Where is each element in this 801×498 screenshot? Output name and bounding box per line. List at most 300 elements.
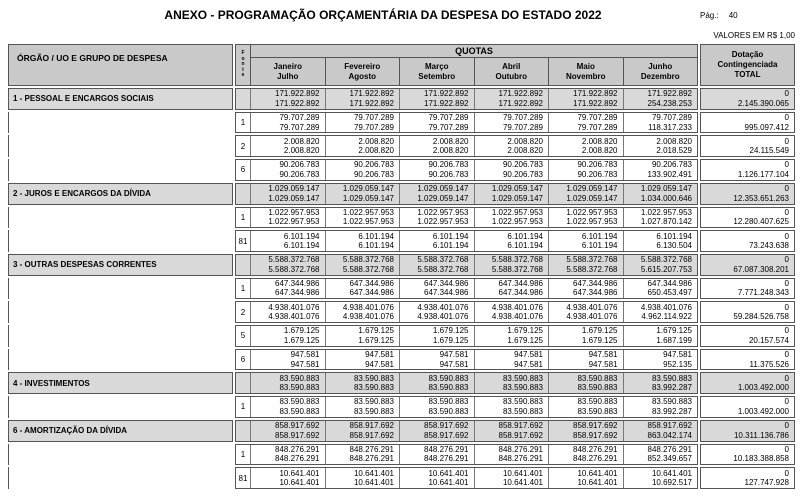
value-sem2: 2.008.820: [507, 146, 543, 156]
month-cell: [548, 326, 623, 346]
month-cell: [325, 326, 400, 346]
orgao-cell: [8, 396, 233, 418]
value-sem1: 1.022.957.953: [417, 207, 469, 217]
value-sem1: 1.022.957.953: [342, 207, 394, 217]
month-cell: [325, 160, 400, 180]
dotacao-header-line3: TOTAL: [734, 70, 761, 79]
month-cell: [399, 373, 474, 393]
month-cell: [251, 373, 325, 393]
values-box: [235, 444, 698, 466]
value-sem1: 10.641.401: [279, 468, 320, 478]
table-row: [8, 112, 795, 134]
value-sem1: 10.641.401: [428, 468, 469, 478]
value-sem2: 647.344.986: [498, 288, 543, 298]
value-sem2: 79.707.289: [279, 122, 320, 132]
month-cell: [623, 468, 698, 488]
month-cell: [251, 184, 325, 204]
dotacao-header-line1: Dotação: [731, 50, 764, 59]
month-column-header: [325, 58, 400, 85]
value-sem1: 858.917.692: [498, 421, 543, 431]
value-sem2: 852.349.657: [647, 454, 692, 464]
month-cell: [399, 136, 474, 156]
value-sem1: 1.022.957.953: [268, 207, 320, 217]
month-cell: [325, 113, 400, 133]
value-sem2: 1.679.125: [581, 335, 618, 345]
month-cell: [474, 231, 549, 251]
month-cell: [399, 397, 474, 417]
value-sem1: 79.707.289: [651, 113, 692, 123]
table-row: [8, 159, 795, 181]
table-row: [8, 420, 795, 442]
table-row: [8, 230, 795, 252]
month-cell: [623, 89, 698, 109]
values-box: [235, 467, 698, 489]
value-sem1: 171.922.892: [573, 89, 618, 99]
month-cell: [399, 445, 474, 465]
value-sem1: 83.590.883: [577, 397, 618, 407]
dotacao-contingenciada: 0: [784, 231, 789, 241]
value-sem1: 5.588.372.768: [566, 255, 618, 265]
month-cell: [548, 136, 623, 156]
month-cell: [474, 160, 549, 180]
value-sem2: 79.707.289: [502, 122, 543, 132]
value-sem2: 1.022.957.953: [491, 217, 543, 227]
month-bottom-label: Agosto: [348, 71, 377, 81]
value-sem2: 6.101.194: [581, 241, 618, 251]
dotacao-total: 127.747.928: [744, 478, 789, 488]
value-sem1: 171.922.892: [275, 89, 320, 99]
value-sem1: 858.917.692: [349, 421, 394, 431]
value-sem1: 1.022.957.953: [491, 207, 543, 217]
month-cell: [623, 421, 698, 441]
dotacao-total: 10.311.136.786: [733, 430, 789, 440]
report-page: [0, 8, 801, 489]
value-sem2: 10.641.401: [428, 478, 469, 488]
value-sem2: 171.922.892: [498, 98, 543, 108]
value-sem2: 10.641.401: [353, 478, 394, 488]
month-cell: [548, 445, 623, 465]
dotacao-total: 20.157.574: [748, 335, 789, 345]
value-sem1: 5.588.372.768: [342, 255, 394, 265]
dotacao-contingenciada: 0: [784, 136, 789, 146]
dotacao-cell: [700, 230, 795, 252]
orgao-cell: [8, 207, 233, 229]
month-cell: [474, 350, 549, 370]
value-sem1: 1.029.059.147: [417, 184, 469, 194]
orgao-column-header: ÓRGÃO / UO E GRUPO DE DESPESA: [8, 44, 233, 86]
month-cell: [399, 279, 474, 299]
dotacao-contingenciada: 0: [784, 326, 789, 336]
value-sem1: 947.581: [365, 350, 394, 360]
table-row: [8, 135, 795, 157]
value-sem2: 952.135: [663, 359, 692, 369]
value-sem2: 6.101.194: [507, 241, 543, 251]
table-header-row: [8, 44, 795, 86]
value-sem1: 90.206.783: [502, 160, 543, 170]
table-row: [8, 372, 795, 394]
fonte-header-letter: o: [241, 55, 245, 62]
value-sem2: 2.008.820: [432, 146, 469, 156]
month-cell: [548, 302, 623, 322]
value-sem1: 947.581: [439, 350, 469, 360]
month-cell: [548, 231, 623, 251]
value-sem2: 647.344.986: [573, 288, 618, 298]
dotacao-contingenciada: 0: [784, 444, 789, 454]
value-sem1: 947.581: [588, 350, 618, 360]
month-cell: [474, 421, 549, 441]
month-cell: [251, 89, 325, 109]
value-sem2: 1.679.125: [432, 335, 469, 345]
value-sem1: 1.679.125: [283, 326, 320, 336]
orgao-cell: 6 - AMORTIZAÇÃO DA DÍVIDA: [8, 420, 233, 442]
dotacao-contingenciada: 0: [784, 278, 789, 288]
value-sem2: 171.922.892: [349, 98, 394, 108]
orgao-cell: [8, 325, 233, 347]
value-sem2: 647.344.986: [424, 288, 469, 298]
value-sem1: 10.641.401: [353, 468, 394, 478]
value-sem2: 79.707.289: [353, 122, 394, 132]
month-cell: [548, 113, 623, 133]
orgao-cell: [8, 301, 233, 323]
month-bottom-label: Setembro: [418, 71, 456, 81]
dotacao-contingenciada: 0: [784, 113, 789, 123]
month-cell: [474, 255, 549, 275]
month-cell: [251, 208, 325, 228]
table-row: [8, 467, 795, 489]
month-column-headers: [251, 58, 697, 85]
value-sem1: 848.276.291: [498, 444, 543, 454]
page-title: ANEXO - PROGRAMAÇÃO ORÇAMENTÁRIA DA DESPESA DO ESTADO 2022: [164, 8, 602, 22]
dotacao-cell: [700, 88, 795, 110]
dotacao-contingenciada: 0: [784, 207, 789, 217]
month-bottom-label: Julho: [277, 71, 299, 81]
month-cell: [325, 468, 400, 488]
value-sem2: 5.588.372.768: [491, 264, 543, 274]
value-sem1: 83.590.883: [279, 373, 320, 383]
value-sem1: 1.029.059.147: [491, 184, 543, 194]
value-sem1: 647.344.986: [573, 278, 618, 288]
value-sem1: 90.206.783: [279, 160, 320, 170]
value-sem2: 1.029.059.147: [566, 193, 618, 203]
month-cell: [623, 302, 698, 322]
fonte-cell: 1: [236, 279, 251, 299]
month-cell: [548, 350, 623, 370]
orgao-cell: [8, 230, 233, 252]
fonte-header-letter: t: [242, 66, 244, 73]
orgao-cell: [8, 112, 233, 134]
month-cell: [399, 231, 474, 251]
value-sem2: 947.581: [290, 359, 320, 369]
value-sem1: 79.707.289: [502, 113, 543, 123]
month-cell: [474, 113, 549, 133]
value-sem1: 1.029.059.147: [342, 184, 394, 194]
value-sem1: 2.008.820: [507, 136, 543, 146]
dotacao-total: 1.003.492.000: [737, 383, 789, 393]
table-row: [8, 207, 795, 229]
month-column-header: [548, 58, 623, 85]
value-sem2: 6.101.194: [358, 241, 394, 251]
month-cell: [474, 89, 549, 109]
value-sem2: 1.022.957.953: [417, 217, 469, 227]
month-cell: [251, 231, 325, 251]
value-sem1: 83.590.883: [428, 373, 469, 383]
month-cell: [623, 445, 698, 465]
value-sem1: 647.344.986: [349, 278, 394, 288]
month-column-header: [623, 58, 698, 85]
dotacao-column-header: [700, 44, 795, 86]
value-sem2: 83.992.287: [651, 406, 692, 416]
value-sem2: 947.581: [439, 359, 469, 369]
dotacao-contingenciada: 0: [784, 397, 789, 407]
month-top-label: Fevereiro: [344, 61, 381, 71]
orgao-cell: [8, 278, 233, 300]
value-sem1: 1.679.125: [432, 326, 469, 336]
table-row: [8, 325, 795, 347]
orgao-cell: [8, 135, 233, 157]
month-cell: [325, 255, 400, 275]
value-sem2: 83.590.883: [353, 406, 394, 416]
month-column-header: [251, 58, 325, 85]
value-sem2: 5.588.372.768: [417, 264, 469, 274]
dotacao-total: 1.003.492.000: [737, 406, 789, 416]
month-cell: [399, 255, 474, 275]
value-sem2: 858.917.692: [275, 430, 320, 440]
value-sem2: 83.590.883: [502, 383, 543, 393]
value-sem1: 10.641.401: [502, 468, 543, 478]
value-sem1: 858.917.692: [647, 421, 692, 431]
value-sem1: 6.101.194: [507, 231, 543, 241]
values-box: [235, 396, 698, 418]
value-sem1: 6.101.194: [432, 231, 469, 241]
value-sem1: 4.938.401.076: [342, 302, 394, 312]
month-cell: [548, 184, 623, 204]
value-sem1: 4.938.401.076: [268, 302, 320, 312]
fonte-header-letter: n: [241, 61, 245, 68]
month-cell: [623, 279, 698, 299]
month-cell: [325, 279, 400, 299]
month-cell: [399, 208, 474, 228]
value-sem1: 858.917.692: [573, 421, 618, 431]
value-sem1: 947.581: [290, 350, 320, 360]
table-row: [8, 349, 795, 371]
month-cell: [474, 373, 549, 393]
value-sem2: 171.922.892: [275, 98, 320, 108]
month-cell: [399, 326, 474, 346]
fonte-cell: 1: [236, 113, 251, 133]
dotacao-contingenciada: 0: [784, 255, 789, 265]
value-sem1: 83.590.883: [651, 397, 692, 407]
month-cell: [548, 468, 623, 488]
month-cell: [623, 255, 698, 275]
month-cell: [399, 160, 474, 180]
value-sem2: 4.962.114.922: [641, 312, 692, 322]
month-cell: [474, 136, 549, 156]
dotacao-contingenciada: 0: [784, 421, 789, 431]
value-sem1: 5.588.372.768: [640, 255, 692, 265]
value-sem1: 6.101.194: [581, 231, 618, 241]
month-cell: [251, 113, 325, 133]
value-sem1: 5.588.372.768: [417, 255, 469, 265]
value-sem1: 1.029.059.147: [640, 184, 692, 194]
value-sem2: 90.206.783: [428, 169, 469, 179]
month-cell: [251, 350, 325, 370]
value-sem1: 858.917.692: [275, 421, 320, 431]
month-cell: [325, 231, 400, 251]
value-sem2: 10.641.401: [577, 478, 618, 488]
value-sem1: 647.344.986: [424, 278, 469, 288]
dotacao-cell: [700, 254, 795, 276]
month-cell: [623, 184, 698, 204]
value-sem1: 10.641.401: [577, 468, 618, 478]
dotacao-total: 24.115.549: [749, 146, 789, 156]
month-cell: [548, 208, 623, 228]
month-cell: [399, 89, 474, 109]
values-box: [235, 372, 698, 394]
value-sem2: 2.008.820: [581, 146, 618, 156]
value-sem2: 947.581: [514, 359, 543, 369]
month-cell: [623, 397, 698, 417]
value-sem1: 90.206.783: [428, 160, 469, 170]
month-top-label: Janeiro: [273, 61, 302, 71]
month-bottom-label: Outubro: [495, 71, 528, 81]
dotacao-contingenciada: 0: [784, 89, 789, 99]
table-row: [8, 254, 795, 276]
budget-table: [8, 44, 795, 489]
month-cell: [325, 184, 400, 204]
fonte-column-header: [236, 45, 251, 85]
dotacao-cell: [700, 396, 795, 418]
orgao-cell: 4 - INVESTIMENTOS: [8, 372, 233, 394]
orgao-cell: 3 - OUTRAS DESPESAS CORRENTES: [8, 254, 233, 276]
fonte-cell: 6: [236, 350, 251, 370]
month-cell: [399, 184, 474, 204]
fonte-cell: 81: [236, 468, 251, 488]
month-cell: [474, 468, 549, 488]
page-number-value: 40: [728, 11, 738, 20]
value-sem1: 79.707.289: [577, 113, 618, 123]
values-box: [235, 301, 698, 323]
value-sem1: 6.101.194: [358, 231, 394, 241]
month-cell: [251, 326, 325, 346]
value-sem1: 647.344.986: [498, 278, 543, 288]
value-sem1: 1.029.059.147: [566, 184, 618, 194]
fonte-cell: [236, 373, 251, 393]
values-box: [235, 135, 698, 157]
value-sem2: 1.679.125: [283, 335, 320, 345]
fonte-cell: 81: [236, 231, 251, 251]
month-cell: [548, 373, 623, 393]
fonte-cell: [236, 255, 251, 275]
month-bottom-label: Novembro: [565, 71, 606, 81]
orgao-cell: [8, 444, 233, 466]
dotacao-cell: [700, 159, 795, 181]
value-sem2: 6.130.504: [656, 241, 692, 251]
month-cell: [325, 89, 400, 109]
value-sem1: 1.679.125: [581, 326, 618, 336]
dotacao-contingenciada: 0: [784, 184, 789, 194]
value-sem2: 4.938.401.076: [491, 312, 543, 322]
dotacao-header-line2: Contingenciada: [717, 60, 778, 69]
currency-note: VALORES EM R$ 1,00: [713, 31, 795, 40]
dotacao-total: 2.145.390.065: [737, 98, 789, 108]
dotacao-total: 995.097.412: [744, 122, 789, 132]
dotacao-contingenciada: 0: [784, 160, 789, 170]
table-row: [8, 444, 795, 466]
value-sem2: 2.018.529: [656, 146, 692, 156]
value-sem1: 171.922.892: [498, 89, 543, 99]
value-sem2: 90.206.783: [577, 169, 618, 179]
dotacao-total: 7.771.248.343: [737, 288, 789, 298]
value-sem2: 1.034.000.646: [640, 193, 692, 203]
table-row: [8, 396, 795, 418]
value-sem2: 848.276.291: [275, 454, 320, 464]
fonte-header-letter: F: [241, 50, 245, 57]
value-sem2: 848.276.291: [424, 454, 469, 464]
month-top-label: Maio: [576, 61, 595, 71]
value-sem1: 79.707.289: [428, 113, 469, 123]
value-sem1: 10.641.401: [651, 468, 692, 478]
month-cell: [251, 397, 325, 417]
value-sem1: 2.008.820: [358, 136, 394, 146]
month-cell: [325, 208, 400, 228]
month-top-label: Junho: [648, 61, 673, 71]
month-cell: [399, 421, 474, 441]
value-sem2: 79.707.289: [428, 122, 469, 132]
value-sem2: 79.707.289: [577, 122, 618, 132]
value-sem2: 83.590.883: [577, 383, 618, 393]
value-sem2: 4.938.401.076: [566, 312, 618, 322]
value-sem1: 6.101.194: [656, 231, 692, 241]
month-cell: [399, 113, 474, 133]
month-cell: [325, 136, 400, 156]
month-cell: [399, 468, 474, 488]
value-sem2: 10.641.401: [502, 478, 543, 488]
dotacao-contingenciada: 0: [784, 373, 789, 383]
dotacao-cell: [700, 278, 795, 300]
fonte-cell: 2: [236, 302, 251, 322]
value-sem1: 5.588.372.768: [268, 255, 320, 265]
orgao-cell: 2 - JUROS E ENCARGOS DA DÍVIDA: [8, 183, 233, 205]
quotas-title: QUOTAS: [251, 45, 697, 58]
value-sem1: 947.581: [514, 350, 543, 360]
fonte-cell: [236, 184, 251, 204]
dotacao-total: 59.284.526.758: [733, 312, 789, 322]
dotacao-total: 12.353.651.263: [733, 193, 789, 203]
month-bottom-label: Dezembro: [640, 71, 680, 81]
value-sem2: 858.917.692: [424, 430, 469, 440]
value-sem2: 6.101.194: [283, 241, 320, 251]
orgao-cell: [8, 159, 233, 181]
value-sem2: 1.022.957.953: [342, 217, 394, 227]
dotacao-total: 10.183.388.858: [733, 454, 789, 464]
month-top-label: Março: [424, 61, 449, 71]
dotacao-cell: [700, 372, 795, 394]
month-cell: [623, 208, 698, 228]
month-cell: [474, 445, 549, 465]
month-cell: [325, 397, 400, 417]
value-sem1: 1.679.125: [358, 326, 394, 336]
value-sem2: 90.206.783: [279, 169, 320, 179]
fonte-header-letter: e: [241, 72, 245, 79]
value-sem2: 1.029.059.147: [491, 193, 543, 203]
dotacao-total: 1.126.177.104: [737, 169, 789, 179]
value-sem1: 4.938.401.076: [640, 302, 692, 312]
value-sem1: 4.938.401.076: [491, 302, 543, 312]
value-sem2: 1.679.125: [358, 335, 394, 345]
value-sem1: 79.707.289: [353, 113, 394, 123]
value-sem2: 1.022.957.953: [566, 217, 618, 227]
dotacao-total: 73.243.638: [748, 241, 789, 251]
